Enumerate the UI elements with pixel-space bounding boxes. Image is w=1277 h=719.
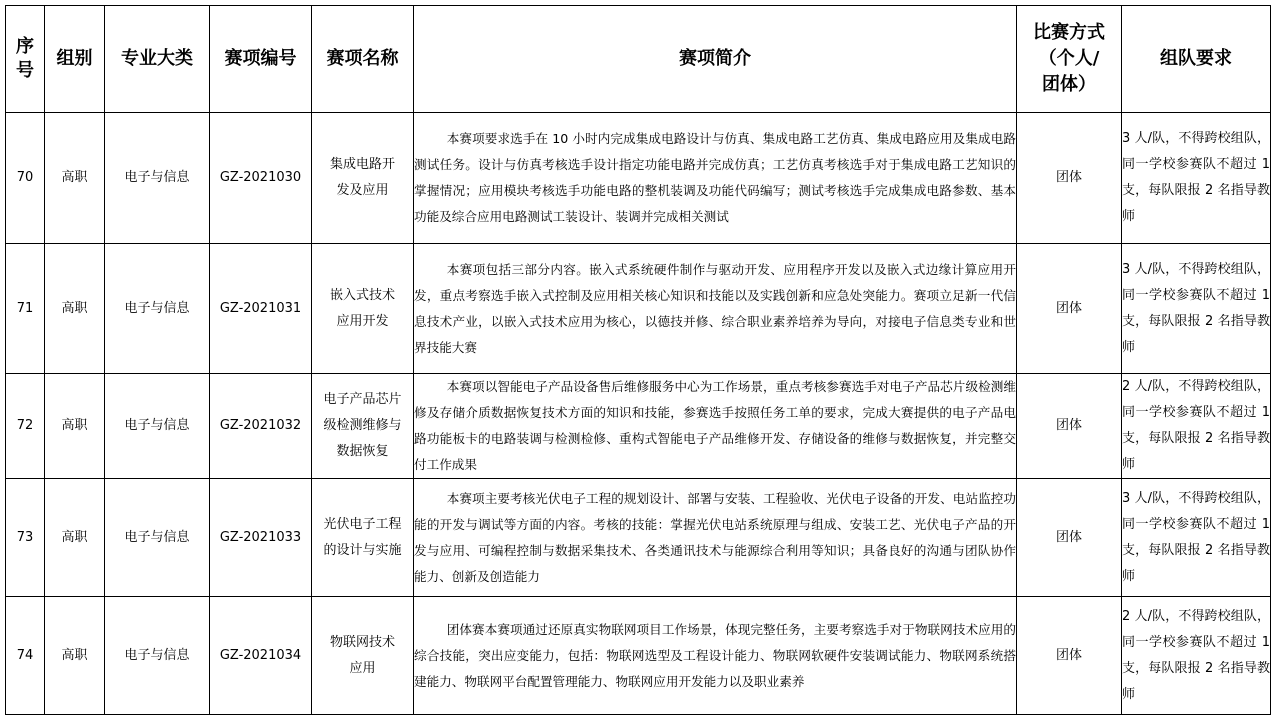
cell-seq: 72 (6, 374, 45, 479)
cell-team-req: 2 人/队，不得跨校组队，同一学校参赛队不超过 1 支，每队限报 2 名指导教师 (1122, 597, 1271, 715)
header-category: 专业大类 (105, 6, 210, 113)
cell-seq: 70 (6, 113, 45, 244)
header-seq: 序号 (6, 6, 45, 113)
table-row (6, 244, 1271, 374)
cell-mode: 团体 (1017, 113, 1122, 244)
cell-group: 高职 (45, 479, 105, 597)
header-code: 赛项编号 (210, 6, 312, 113)
cell-group: 高职 (45, 597, 105, 715)
header-mode-line3: 团体） (1042, 74, 1096, 95)
cell-category: 电子与信息 (105, 244, 210, 374)
cell-team-req: 2 人/队，不得跨校组队，同一学校参赛队不超过 1 支，每队限报 2 名指导教师 (1122, 374, 1271, 479)
cell-category: 电子与信息 (105, 597, 210, 715)
cell-intro: 团体赛本赛项通过还原真实物联网项目工作场景，体现完整任务，主要考察选手对于物联网技术应用的综合技能，突出应变能力，包括：物联网选型及工程设计能力、物联网软硬件安装调试能力、物联网系统搭建能力、物联网平台配置管理能力、物联网应用开发能力以及职业素养 (414, 597, 1017, 715)
cell-intro: 本赛项主要考核光伏电子工程的规划设计、部署与安装、工程验收、光伏电子设备的开发、电站监控功能的开发与调试等方面的内容。考核的技能：掌握光伏电站系统原理与组成、安装工艺、光伏电子产品的开发与应用、可编程控制与数据采集技术、各类通讯技术与能源综合利用等知识；具备良好的沟通与团队协作能力、创新及创造能力 (414, 479, 1017, 597)
cell-team-req: 3 人/队，不得跨校组队，同一学校参赛队不超过 1 支，每队限报 2 名指导教师 (1122, 244, 1271, 374)
cell-mode: 团体 (1017, 244, 1122, 374)
cell-group: 高职 (45, 113, 105, 244)
header-mode-line1: 比赛方式 (1033, 22, 1105, 43)
cell-code: GZ-2021031 (210, 244, 312, 374)
cell-name: 光伏电子工程的设计与实施 (312, 479, 414, 597)
header-intro: 赛项简介 (414, 6, 1017, 113)
cell-intro: 本赛项要求选手在 10 小时内完成集成电路设计与仿真、集成电路工艺仿真、集成电路应用及集成电路测试任务。设计与仿真考核选手设计指定功能电路并完成仿真；工艺仿真考核选手对于集成电路工艺知识的掌握情况；应用模块考核选手功能电路的整机装调及功能代码编写；测试考核选手完成集成电路参数、基本功能及综合应用电路测试工装设计、装调并完成相关测试 (414, 113, 1017, 244)
cell-name: 物联网技术应用 (312, 597, 414, 715)
cell-code: GZ-2021030 (210, 113, 312, 244)
cell-code: GZ-2021034 (210, 597, 312, 715)
cell-name: 集成电路开发及应用 (312, 113, 414, 244)
cell-seq: 73 (6, 479, 45, 597)
cell-category: 电子与信息 (105, 479, 210, 597)
header-row (6, 6, 1271, 113)
cell-name: 电子产品芯片级检测维修与数据恢复 (312, 374, 414, 479)
cell-name: 嵌入式技术应用开发 (312, 244, 414, 374)
competition-table (5, 5, 1271, 715)
cell-group: 高职 (45, 374, 105, 479)
cell-team-req: 3 人/队，不得跨校组队，同一学校参赛队不超过 1 支，每队限报 2 名指导教师 (1122, 479, 1271, 597)
table-row (6, 479, 1271, 597)
table-row (6, 597, 1271, 715)
header-mode-line2: （个人/ (1038, 48, 1100, 69)
cell-code: GZ-2021032 (210, 374, 312, 479)
table-row (6, 374, 1271, 479)
header-team-req: 组队要求 (1122, 6, 1271, 113)
cell-mode: 团体 (1017, 374, 1122, 479)
cell-code: GZ-2021033 (210, 479, 312, 597)
cell-category: 电子与信息 (105, 113, 210, 244)
table-row (6, 113, 1271, 244)
cell-mode: 团体 (1017, 597, 1122, 715)
cell-seq: 74 (6, 597, 45, 715)
cell-seq: 71 (6, 244, 45, 374)
header-mode (1017, 6, 1122, 113)
cell-category: 电子与信息 (105, 374, 210, 479)
cell-team-req: 3 人/队，不得跨校组队，同一学校参赛队不超过 1 支，每队限报 2 名指导教师 (1122, 113, 1271, 244)
header-name: 赛项名称 (312, 6, 414, 113)
cell-intro: 本赛项以智能电子产品设备售后维修服务中心为工作场景，重点考核参赛选手对电子产品芯片级检测维修及存储介质数据恢复技术方面的知识和技能，参赛选手按照任务工单的要求，完成大赛提供的电子产品电路功能板卡的电路装调与检测检修、重构式智能电子产品维修开发、存储设备的维修与数据恢复，并完整交付工作成果 (414, 374, 1017, 479)
cell-intro: 本赛项包括三部分内容。嵌入式系统硬件制作与驱动开发、应用程序开发以及嵌入式边缘计算应用开发，重点考察选手嵌入式控制及应用相关核心知识和技能以及实践创新和应急处突能力。赛项立足新一代信息技术产业，以嵌入式技术应用为核心，以德技并修、综合职业素养培养为导向，对接电子信息类专业和世界技能大赛 (414, 244, 1017, 374)
header-group: 组别 (45, 6, 105, 113)
cell-group: 高职 (45, 244, 105, 374)
cell-mode: 团体 (1017, 479, 1122, 597)
